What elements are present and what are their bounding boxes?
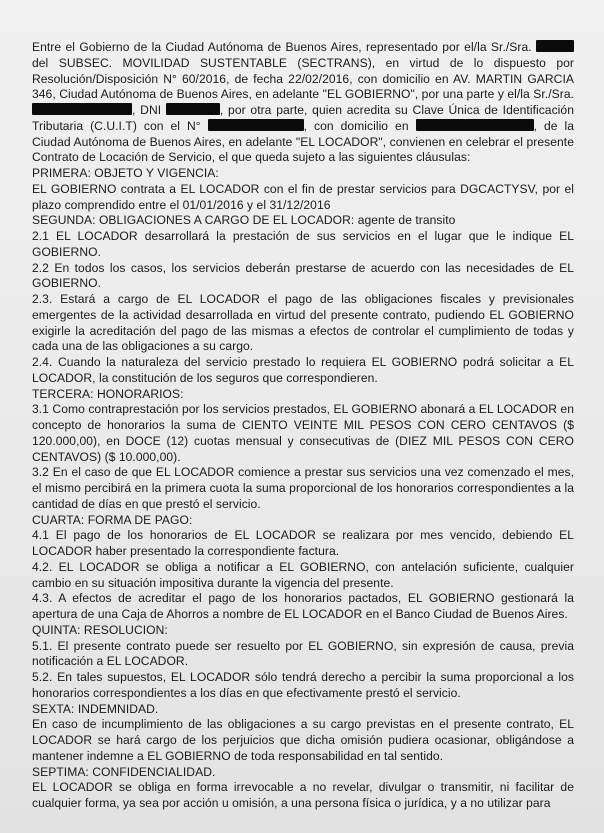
clause-heading-quinta: QUINTA: RESOLUCION: xyxy=(32,622,168,637)
clause-paragraph: 3.1 Como contraprestación por los servicios prestados, EL GOBIERNO abonará a EL LOCADOR en concepto de honorarios la suma de CIENTO VEINTE MIL PESOS CON CERO CENTAVOS ($ 120.000,00), en DOCE (12) cuotas mensual y consecutivas de (DIEZ MIL PESOS CON CERO CENTAVOS) ($ 10.000,00). xyxy=(32,402,574,464)
clause-paragraph: 2.1 EL LOCADOR desarrollará la prestación de sus servicios en el lugar que le indique EL GOBIERNO. xyxy=(32,229,574,259)
redacted-cuit xyxy=(208,119,304,131)
clause-heading-sexta: SEXTA: INDEMNIDAD. xyxy=(32,701,159,716)
clause-paragraph: EL LOCADOR se obliga en forma irrevocable a no revelar, divulgar o transmitir, ni facilitar de cualquier forma, ya sea por acción u omisión, a una persona física o jurídica, y a no utilizar para xyxy=(32,780,574,810)
clause-paragraph: 2.3. Estará a cargo de EL LOCADOR el pago de las obligaciones fiscales y previsionales emergentes de la actividad desarrollada en virtud del presente contrato, pudiendo EL GOBIERNO exigirle la acreditación del pago de las mismas a efectos de controlar el cumplimiento de todas y cada una de las obligaciones a su cargo. xyxy=(32,292,574,354)
redacted-representative-name xyxy=(536,40,574,52)
clause-paragraph: 2.4. Cuando la naturaleza del servicio prestado lo requiera EL GOBIERNO podrá solicitar a EL LOCADOR, la constitución de los seguros que correspondieren. xyxy=(32,355,574,385)
clause-heading-tercera: TERCERA: HONORARIOS: xyxy=(32,386,184,401)
clause-heading-septima: SEPTIMA: CONFIDENCIALIDAD. xyxy=(32,764,216,779)
clause-paragraph: En caso de incumplimiento de las obligaciones a su cargo previstas en el presente contrato, EL LOCADOR se hará cargo de los perjuicios que dicha omisión pudiera ocasionar, obligándose a mantener indemne a EL GOBIERNO de toda responsabilidad en tal sentido. xyxy=(32,717,574,763)
clause-heading-primera: PRIMERA: OBJETO Y VIGENCIA: xyxy=(32,166,219,180)
clause-paragraph: 4.1 El pago de los honorarios de EL LOCADOR se realizara por mes vencido, debiendo EL LOCADOR haber presentado la correspondiente factura. xyxy=(32,528,574,558)
clause-paragraph: EL GOBIERNO contrata a EL LOCADOR con el fin de prestar servicios para DGCACTYSV, por el plazo comprendido entre el 01/01/2016 y el 31/12/2016 xyxy=(32,181,574,212)
redacted-dni xyxy=(166,103,220,115)
clause-paragraph: 4.2. EL LOCADOR se obliga a notificar a EL GOBIERNO, con antelación suficiente, cualquier cambio en su situación impositiva durante la vigencia del presente. xyxy=(32,559,574,590)
intro-paragraph: Entre el Gobierno de la Ciudad Autónoma de Buenos Aires, representado por el/la Sr./Sra. del SUBSEC. MOVILIDAD SUSTENTABLE (SECTRANS), en virtud de lo dispuesto por Resolución/Disposición N° 60/2016, de fecha 22/02/2016, con domicilio en AV. MARTIN GARCIA 346, Ciudad Autónoma de Buenos Aires, en adelante "EL GOBIERNO", por una parte y el/la Sr./Sra. , DNI , por otra parte, quien acredita su Clave Única de Identificación Tributaria (C.U.I.T) con el N° , con domicilio en , de la Ciudad Autónoma de Buenos Aires, en adelante "EL LOCADOR", convienen en celebrar el presente Contrato de Locación de Servicio, el que queda sujeto a las siguientes cláusulas: xyxy=(32,40,574,165)
clause-paragraph: 5.2. En tales supuestos, EL LOCADOR sólo tendrá derecho a percibir la suma proporcional a los honorarios correspondientes a los días en que efectivamente prestó el servicio. xyxy=(32,670,574,700)
clause-heading-cuarta: CUARTA: FORMA DE PAGO: xyxy=(32,512,193,527)
redacted-address xyxy=(416,119,534,131)
clause-paragraph: 4.3. A efectos de acreditar el pago de los honorarios pactados, EL GOBIERNO gestionará la apertura de una Caja de Ahorros a nombre de EL LOCADOR en el Banco Ciudad de Buenos Aires. xyxy=(32,591,574,621)
redacted-locador-name xyxy=(32,103,132,115)
clause-paragraph: 2.2 En todos los casos, los servicios deberán prestarse de acuerdo con las necesidades de EL GOBIERNO. xyxy=(32,260,574,291)
clause-paragraph: 3.2 En el caso de que EL LOCADOR comience a prestar sus servicios una vez comenzado el mes, el mismo percibirá en la primera cuota la suma proporcional de los honorarios correspondientes a la cantidad de días en que prestó el servicio. xyxy=(32,465,574,511)
clause-paragraph: 5.1. El presente contrato puede ser resuelto por EL GOBIERNO, sin expresión de causa, previa notificación a EL LOCADOR. xyxy=(32,638,574,669)
contract-text xyxy=(32,40,574,812)
clause-heading-segunda: SEGUNDA: OBLIGACIONES A CARGO DE EL LOCADOR: agente de transito xyxy=(32,213,456,228)
